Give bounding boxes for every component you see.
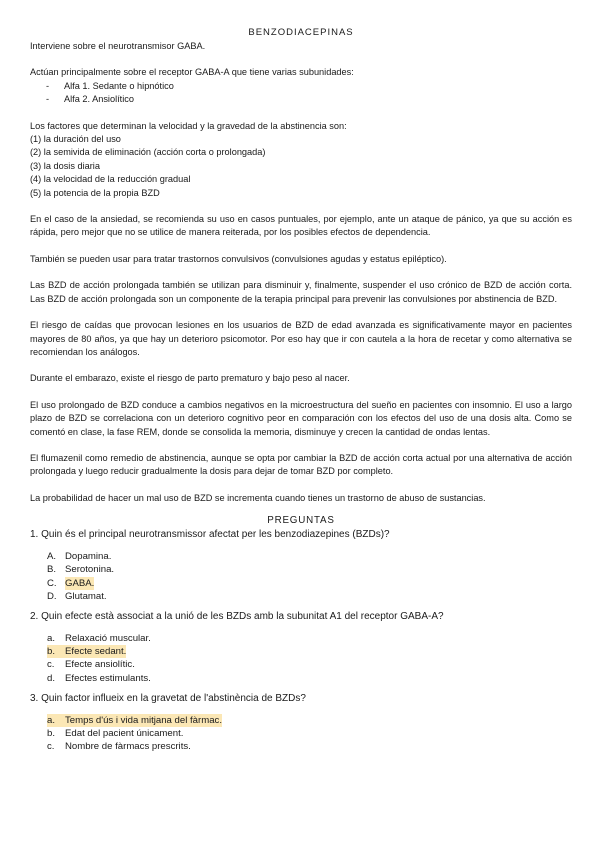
option-item: B. Serotonina.	[47, 564, 115, 576]
option-item: a. Relaxació muscular.	[47, 632, 151, 644]
paragraph-convulsions: También se pueden usar para tratar trastornos convulsivos (convulsiones agudas y estatus epiléptico).	[30, 253, 447, 264]
answer-highlight: GABA.	[65, 577, 95, 589]
question-3: 3. Quin factor influeix en la gravetat de l'abstinència de BZDs?	[30, 692, 306, 704]
question-2-options	[30, 632, 572, 685]
option-item: b. Edat del pacient únicament.	[47, 727, 184, 739]
option-item-highlighted: C. GABA.	[47, 577, 95, 589]
factors-list	[30, 133, 572, 200]
option-item-highlighted: a. Temps d'ús i vida mitjana del fàrmac.	[47, 714, 222, 726]
paragraph-anxiety: En el caso de la ansiedad, se recomienda su uso en casos puntuales, por ejemplo, ante un ataque de pánico, ya que su acción es rápida, pero mejor que no se utilice de manera reiterada, por los posibles efectos de dependencia.	[30, 214, 572, 238]
list-item: (5) la potencia de la propia BZD	[30, 187, 160, 198]
question-1: 1. Quin és el principal neurotransmissor afectat per les benzodiazepines (BZDs)?	[30, 529, 390, 541]
list-item: (2) la semivida de eliminación (acción corta o prolongada)	[30, 147, 266, 158]
document-title: BENZODIACEPINAS	[248, 27, 354, 38]
questions-title: PREGUNTAS	[267, 515, 335, 527]
paragraph-sleep: El uso prolongado de BZD conduce a cambios negativos en la microestructura del sueño en pacientes con insomnio. El uso a largo plazo de BZD se correlaciona con un deterioro cognitivo peor en comparación con los efectos del uso de una dosis alta. Como se comentó en clase, la fase REM, donde se consolida la memoria, disminuye y crecen la cantidad de ondas lentas.	[30, 399, 572, 437]
list-item: - Alfa 1. Sedante o hipnótico	[46, 80, 174, 91]
option-item: D. Glutamat.	[47, 590, 107, 602]
list-item: - Alfa 2. Ansiolítico	[46, 94, 134, 105]
option-item: c. Efecte ansiolític.	[47, 659, 135, 671]
paragraph-misuse: La probabilidad de hacer un mal uso de BZD se incrementa cuando tienes un trastorno de abuso de sustancias.	[30, 492, 486, 503]
question-1-options	[30, 550, 572, 603]
option-item: A. Dopamina.	[47, 551, 112, 563]
list-item: (3) la dosis diaria	[30, 160, 100, 171]
option-item: d. Efectes estimulants.	[47, 672, 151, 684]
answer-highlight: Temps d'ús i vida mitjana del fàrmac.	[65, 714, 222, 726]
paragraph-flumazenil: El flumazenil como remedio de abstinencia, aunque se opta por cambiar la BZD de acción corta actual por una alternativa de acción prolongada y luego reducir gradualmente la dosis para dejar de tomar BZD por completo.	[30, 452, 572, 477]
question-3-options	[30, 714, 572, 754]
option-item-highlighted: b. Efecte sedant.	[47, 646, 127, 658]
list-item: (1) la duración del uso	[30, 134, 121, 145]
option-item: c. Nombre de fàrmacs prescrits.	[47, 741, 191, 753]
question-2: 2. Quin efecte està associat a la unió de les BZDs amb la subunitat A1 del receptor GABA-A?	[30, 610, 444, 622]
document-page	[30, 26, 572, 753]
subunit-list	[30, 80, 572, 107]
answer-highlight: Efecte sedant.	[65, 646, 127, 658]
paragraph-falls: El riesgo de caídas que provocan lesiones en los usuarios de BZD de edad avanzada es significativamente mayor en pacientes mayores de 80 años, ya que hay un deterioro psicomotor. Por eso hay que ir con cautela a la hora de recetar y como alternativa se recomiendan los análogos.	[30, 320, 572, 357]
factors-intro: Los factores que determinan la velocidad y la gravedad de la abstinencia son:	[30, 120, 347, 131]
receptor-intro: Actúan principalmente sobre el receptor GABA-A que tiene varias subunidades:	[30, 67, 354, 78]
intro-line: Interviene sobre el neurotransmisor GABA.	[30, 41, 206, 51]
list-item: (4) la velocidad de la reducción gradual	[30, 174, 191, 185]
paragraph-long-acting: Las BZD de acción prolongada también se utilizan para disminuir y, finalmente, suspender el uso crónico de BZD de acción corta. Las BZD de acción prolongada son un componente de la terapia principal para prevenir las convulsiones por abstinencia de BZD.	[30, 280, 572, 304]
paragraph-pregnancy: Durante el embarazo, existe el riesgo de parto prematuro y bajo peso al nacer.	[30, 373, 350, 384]
